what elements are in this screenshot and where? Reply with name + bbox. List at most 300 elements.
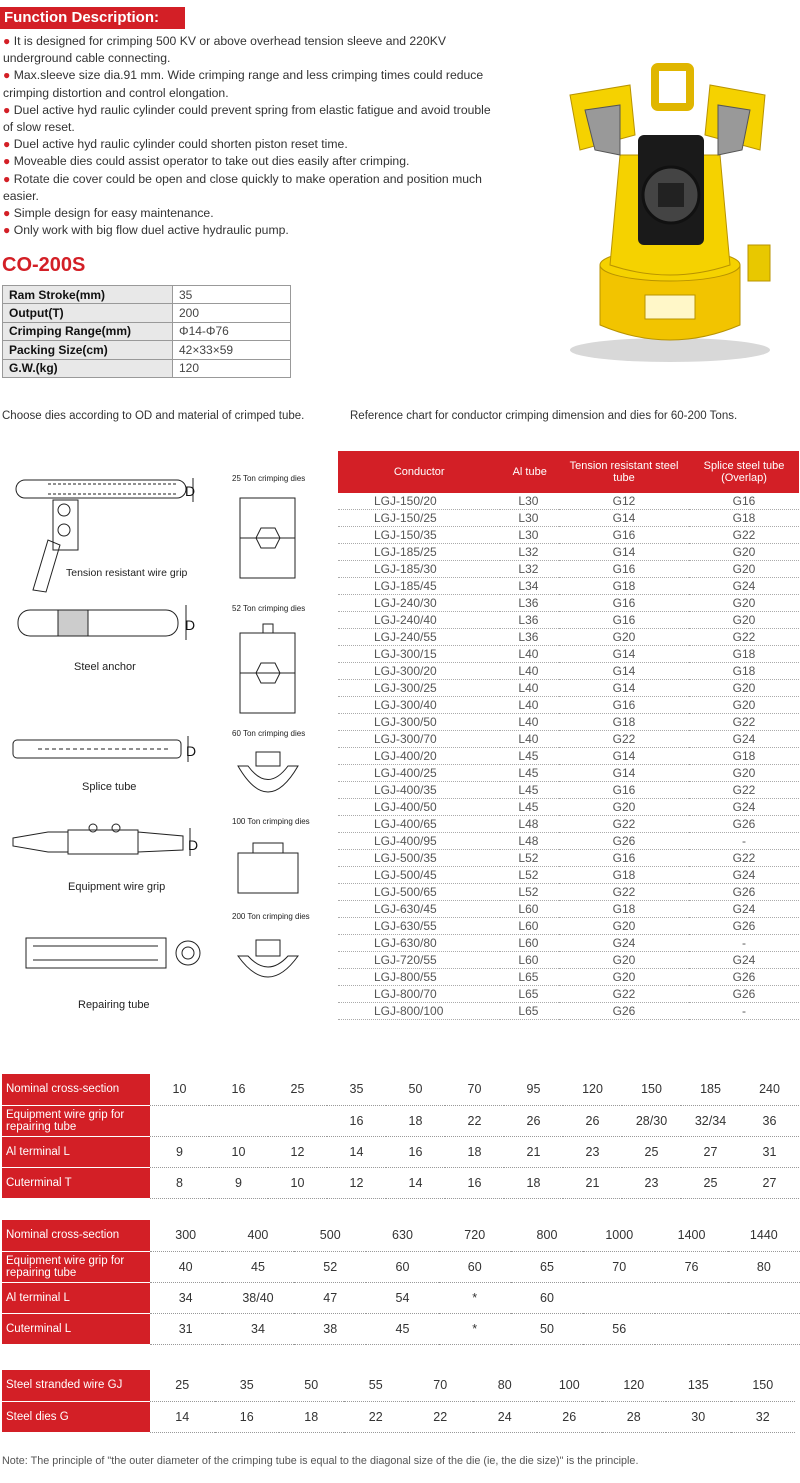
table-cell: 70: [408, 1370, 473, 1401]
table-cell: G14: [559, 646, 689, 663]
table-cell: 12: [268, 1136, 327, 1167]
table-cell: L52: [500, 867, 559, 884]
table-cell: LGJ-240/30: [338, 595, 500, 612]
table-row: [338, 612, 799, 629]
table-cell: 60: [366, 1251, 438, 1282]
table-cell: [655, 1313, 727, 1344]
table-cell: 400: [222, 1220, 294, 1251]
col-header: Splice steel tube (Overlap): [689, 451, 799, 493]
table-cell: G16: [559, 527, 689, 544]
table-cell: LGJ-500/45: [338, 867, 500, 884]
table-cell: G18: [689, 510, 799, 527]
table-cell: G26: [689, 884, 799, 901]
table-row: [338, 629, 799, 646]
table-cell: 14: [386, 1167, 445, 1198]
table-cell: G18: [559, 901, 689, 918]
table-cell: 45: [366, 1313, 438, 1344]
table-cell: 120: [602, 1370, 667, 1401]
label-steel-anchor: Steel anchor: [74, 661, 136, 673]
table-row: [338, 663, 799, 680]
row-header: Al terminal L: [2, 1282, 150, 1313]
table-cell: G24: [689, 867, 799, 884]
table-cell: 150: [622, 1074, 681, 1105]
table-cell: G20: [689, 612, 799, 629]
table-cell: LGJ-400/20: [338, 748, 500, 765]
table-cell: 70: [583, 1251, 655, 1282]
table-cell: 60: [439, 1251, 511, 1282]
table-cell: 22: [344, 1401, 409, 1432]
table-cell: 23: [563, 1136, 622, 1167]
table-cell: 1440: [728, 1220, 800, 1251]
table-cell: 35: [327, 1074, 386, 1105]
spec-key: G.W.(kg): [3, 359, 173, 377]
list-item: ● Duel active hyd raulic cylinder could prevent spring from elastic fatigue and avoid trouble of slow reset.: [3, 102, 491, 135]
table-row: [3, 304, 291, 322]
table-cell: G12: [559, 493, 689, 510]
row-header: Al terminal L: [2, 1136, 150, 1167]
table-cell: 32/34: [681, 1105, 740, 1136]
table-cell: LGJ-300/40: [338, 697, 500, 714]
table-cell: L34: [500, 578, 559, 595]
table-cell: L52: [500, 884, 559, 901]
table-row: [2, 1251, 800, 1282]
table-cell: 40: [150, 1251, 222, 1282]
table-cell: LGJ-400/65: [338, 816, 500, 833]
table-row: [338, 935, 799, 952]
table-cell: 35: [215, 1370, 280, 1401]
table-row: [2, 1282, 800, 1313]
die-label-52: 52 Ton crimping dies: [232, 604, 306, 613]
table-cell: LGJ-150/35: [338, 527, 500, 544]
table-cell: G14: [559, 765, 689, 782]
steel-wire-table: [2, 1370, 795, 1433]
table-cell: G20: [689, 765, 799, 782]
table-cell: *: [439, 1313, 511, 1344]
table-cell: 22: [445, 1105, 504, 1136]
table-cell: L48: [500, 816, 559, 833]
table-cell: 28/30: [622, 1105, 681, 1136]
table-cell: *: [439, 1282, 511, 1313]
table-row: [2, 1220, 800, 1251]
table-cell: 52: [294, 1251, 366, 1282]
table-cell: G20: [559, 952, 689, 969]
table-cell: 56: [583, 1313, 655, 1344]
table-row: [338, 544, 799, 561]
die-label-200: 200 Ton crimping dies: [232, 912, 310, 921]
table-cell: 16: [386, 1136, 445, 1167]
table-cell: G24: [689, 901, 799, 918]
table-row: [2, 1313, 800, 1344]
table-cell: G20: [689, 544, 799, 561]
table-cell: 150: [731, 1370, 796, 1401]
table-cell: G16: [559, 850, 689, 867]
row-header: Cuterminal T: [2, 1167, 150, 1198]
table-cell: G20: [559, 629, 689, 646]
table-cell: G18: [689, 646, 799, 663]
table-cell: G18: [689, 748, 799, 765]
table-row: [338, 918, 799, 935]
table-cell: 31: [740, 1136, 799, 1167]
table-row: [338, 867, 799, 884]
table-cell: 21: [504, 1136, 563, 1167]
table-cell: L30: [500, 510, 559, 527]
table-cell: G14: [559, 544, 689, 561]
table-cell: LGJ-185/25: [338, 544, 500, 561]
list-item: ● Simple design for easy maintenance.: [3, 206, 214, 221]
table-cell: LGJ-185/30: [338, 561, 500, 578]
table-cell: G18: [559, 714, 689, 731]
table-cell: LGJ-300/20: [338, 663, 500, 680]
label-splice-tube: Splice tube: [82, 781, 137, 793]
table-cell: 25: [681, 1167, 740, 1198]
table-cell: LGJ-240/40: [338, 612, 500, 629]
product-image: [550, 55, 785, 365]
table-cell: LGJ-630/80: [338, 935, 500, 952]
table-cell: G22: [689, 629, 799, 646]
table-cell: 8: [150, 1167, 209, 1198]
svg-text:D: D: [185, 617, 196, 633]
table-cell: 95: [504, 1074, 563, 1105]
table-cell: G14: [559, 680, 689, 697]
cross-section-table-2: [2, 1220, 800, 1345]
table-cell: LGJ-150/20: [338, 493, 500, 510]
table-cell: L65: [500, 969, 559, 986]
table-cell: G18: [559, 867, 689, 884]
table-row: [2, 1370, 795, 1401]
table-cell: 32: [731, 1401, 796, 1432]
table-cell: 630: [366, 1220, 438, 1251]
table-cell: G24: [559, 935, 689, 952]
table-cell: 10: [268, 1167, 327, 1198]
table-cell: L40: [500, 663, 559, 680]
table-cell: G20: [689, 561, 799, 578]
table-cell: 720: [439, 1220, 511, 1251]
row-header: Steel dies G: [2, 1401, 150, 1432]
table-cell: 135: [666, 1370, 731, 1401]
table-row: [338, 799, 799, 816]
table-cell: G22: [689, 850, 799, 867]
caption-left: Choose dies according to OD and material of crimped tube.: [2, 410, 305, 422]
table-cell: [655, 1282, 727, 1313]
table-cell: 16: [215, 1401, 280, 1432]
conductor-table: [338, 451, 799, 1020]
table-cell: 120: [563, 1074, 622, 1105]
spec-key: Ram Stroke(mm): [3, 286, 173, 304]
table-cell: G16: [559, 697, 689, 714]
table-cell: 34: [222, 1313, 294, 1344]
table-cell: [728, 1282, 800, 1313]
table-cell: G16: [559, 595, 689, 612]
table-cell: 18: [504, 1167, 563, 1198]
table-row: [338, 952, 799, 969]
die-label-25: 25 Ton crimping dies: [232, 474, 306, 483]
table-cell: LGJ-800/100: [338, 1003, 500, 1020]
table-cell: 80: [728, 1251, 800, 1282]
table-cell: 23: [622, 1167, 681, 1198]
table-cell: 50: [386, 1074, 445, 1105]
list-item: ● Duel active hyd raulic cylinder could shorten piston reset time.: [3, 137, 348, 152]
table-cell: G16: [559, 612, 689, 629]
table-cell: 38/40: [222, 1282, 294, 1313]
spec-key: Packing Size(cm): [3, 341, 173, 359]
table-row: [3, 286, 291, 304]
table-cell: G22: [559, 816, 689, 833]
table-cell: LGJ-500/65: [338, 884, 500, 901]
table-cell: 25: [150, 1370, 215, 1401]
table-row: [2, 1167, 799, 1198]
dies-diagram: [228, 488, 323, 1013]
table-cell: 800: [511, 1220, 583, 1251]
svg-text:D: D: [186, 743, 197, 759]
table-row: [338, 595, 799, 612]
table-row: [338, 782, 799, 799]
table-cell: 9: [150, 1136, 209, 1167]
table-cell: 76: [655, 1251, 727, 1282]
table-row: [338, 510, 799, 527]
table-cell: G20: [689, 595, 799, 612]
table-row: [338, 901, 799, 918]
table-cell: LGJ-400/25: [338, 765, 500, 782]
table-row: [338, 646, 799, 663]
table-cell: L36: [500, 595, 559, 612]
table-cell: L45: [500, 765, 559, 782]
table-cell: 16: [445, 1167, 504, 1198]
table-row: [338, 969, 799, 986]
table-cell: LGJ-630/45: [338, 901, 500, 918]
table-row: [338, 697, 799, 714]
table-cell: LGJ-500/35: [338, 850, 500, 867]
table-cell: -: [689, 1003, 799, 1020]
table-cell: G16: [559, 561, 689, 578]
table-cell: 18: [279, 1401, 344, 1432]
table-cell: 100: [537, 1370, 602, 1401]
table-cell: G14: [559, 510, 689, 527]
table-cell: G26: [689, 918, 799, 935]
table-cell: G26: [689, 986, 799, 1003]
table-row: [2, 1105, 799, 1136]
table-cell: 27: [681, 1136, 740, 1167]
table-cell: G24: [689, 952, 799, 969]
row-header: Cuterminal L: [2, 1313, 150, 1344]
table-cell: 27: [740, 1167, 799, 1198]
cross-section-table-1: [2, 1074, 799, 1199]
table-cell: L60: [500, 918, 559, 935]
table-cell: 18: [386, 1105, 445, 1136]
table-cell: L60: [500, 952, 559, 969]
table-cell: 21: [563, 1167, 622, 1198]
table-cell: LGJ-720/55: [338, 952, 500, 969]
table-cell: LGJ-150/25: [338, 510, 500, 527]
table-cell: 34: [150, 1282, 222, 1313]
table-cell: LGJ-400/50: [338, 799, 500, 816]
col-header: Tension resistant steel tube: [559, 451, 689, 493]
row-header: Equipment wire grip for repairing tube: [2, 1105, 150, 1136]
table-cell: L45: [500, 799, 559, 816]
table-cell: G14: [559, 663, 689, 680]
list-item: ● It is designed for crimping 500 KV or above overhead tension sleeve and 220KV underground cable connecting.: [3, 34, 447, 66]
table-cell: 22: [408, 1401, 473, 1432]
table-cell: G26: [689, 969, 799, 986]
spec-key: Output(T): [3, 304, 173, 322]
table-cell: L52: [500, 850, 559, 867]
list-item: ● Rotate die cover could be open and close quickly to make operation and position much easier.: [3, 171, 482, 203]
table-row: [2, 1074, 799, 1105]
table-cell: L40: [500, 731, 559, 748]
table-cell: G22: [559, 884, 689, 901]
fittings-diagram: [8, 460, 208, 1030]
table-cell: G20: [689, 680, 799, 697]
table-cell: G20: [559, 918, 689, 935]
function-description-title: Function Description:: [0, 7, 185, 29]
function-description-list: [3, 33, 503, 239]
table-cell: [728, 1313, 800, 1344]
table-cell: G22: [689, 714, 799, 731]
table-cell: LGJ-300/25: [338, 680, 500, 697]
table-cell: L48: [500, 833, 559, 850]
table-cell: 45: [222, 1251, 294, 1282]
table-cell: -: [689, 833, 799, 850]
table-cell: [583, 1282, 655, 1313]
table-cell: 50: [279, 1370, 344, 1401]
table-cell: G16: [689, 493, 799, 510]
table-cell: G24: [689, 799, 799, 816]
table-row: [338, 493, 799, 510]
table-cell: G18: [559, 578, 689, 595]
col-header: Conductor: [338, 451, 500, 493]
table-cell: G16: [559, 782, 689, 799]
table-cell: L65: [500, 1003, 559, 1020]
table-row: [338, 1003, 799, 1020]
spec-value: 35: [173, 286, 291, 304]
row-header: Equipment wire grip for repairing tube: [2, 1251, 150, 1282]
table-cell: G20: [559, 799, 689, 816]
spec-key: Crimping Range(mm): [3, 322, 173, 340]
table-cell: [268, 1105, 327, 1136]
table-cell: L40: [500, 697, 559, 714]
table-cell: 14: [327, 1136, 386, 1167]
table-cell: 16: [209, 1074, 268, 1105]
table-row: [338, 884, 799, 901]
table-cell: LGJ-800/70: [338, 986, 500, 1003]
table-cell: G18: [689, 663, 799, 680]
table-cell: L60: [500, 901, 559, 918]
spec-value: 42×33×59: [173, 341, 291, 359]
table-cell: G26: [559, 1003, 689, 1020]
table-cell: LGJ-400/35: [338, 782, 500, 799]
table-row: [3, 359, 291, 377]
label-repairing-tube: Repairing tube: [78, 999, 150, 1011]
table-cell: [209, 1105, 268, 1136]
table-row: [338, 765, 799, 782]
table-cell: 24: [473, 1401, 538, 1432]
table-cell: 1400: [655, 1220, 727, 1251]
table-cell: 55: [344, 1370, 409, 1401]
table-row: [338, 680, 799, 697]
list-item: ● Max.sleeve size dia.91 mm. Wide crimping range and less crimping times could reduce crimping distortion and control elongation.: [3, 68, 484, 100]
label-equipment-grip: Equipment wire grip: [68, 881, 166, 893]
list-item: ● Only work with big flow duel active hydraulic pump.: [3, 223, 289, 238]
table-cell: G22: [689, 527, 799, 544]
die-label-100: 100 Ton crimping dies: [232, 817, 310, 826]
table-cell: -: [689, 935, 799, 952]
table-cell: 50: [511, 1313, 583, 1344]
table-cell: G26: [559, 833, 689, 850]
table-cell: G22: [689, 782, 799, 799]
table-cell: 1000: [583, 1220, 655, 1251]
table-cell: LGJ-240/55: [338, 629, 500, 646]
table-cell: 31: [150, 1313, 222, 1344]
caption-right: Reference chart for conductor crimping dimension and dies for 60-200 Tons.: [350, 410, 738, 422]
svg-text:D: D: [188, 837, 199, 853]
table-cell: G20: [559, 969, 689, 986]
spec-value: 120: [173, 359, 291, 377]
table-cell: L40: [500, 646, 559, 663]
list-item: ● Moveable dies could assist operator to take out dies easily after crimping.: [3, 154, 410, 169]
table-cell: LGJ-800/55: [338, 969, 500, 986]
row-header: Nominal cross-section: [2, 1220, 150, 1251]
table-cell: G22: [559, 731, 689, 748]
table-cell: G14: [559, 748, 689, 765]
table-cell: G24: [689, 731, 799, 748]
table-cell: L30: [500, 493, 559, 510]
table-cell: 26: [504, 1105, 563, 1136]
table-cell: 500: [294, 1220, 366, 1251]
spec-value: Φ14-Φ76: [173, 322, 291, 340]
table-cell: G22: [559, 986, 689, 1003]
table-cell: 9: [209, 1167, 268, 1198]
table-cell: 185: [681, 1074, 740, 1105]
table-cell: 18: [445, 1136, 504, 1167]
table-cell: 60: [511, 1282, 583, 1313]
table-cell: 47: [294, 1282, 366, 1313]
table-cell: 25: [268, 1074, 327, 1105]
die-label-60: 60 Ton crimping dies: [232, 729, 306, 738]
table-cell: 70: [445, 1074, 504, 1105]
table-cell: 80: [473, 1370, 538, 1401]
table-row: [338, 578, 799, 595]
table-row: [338, 986, 799, 1003]
table-cell: G24: [689, 578, 799, 595]
table-cell: L45: [500, 782, 559, 799]
spec-value: 200: [173, 304, 291, 322]
table-cell: L65: [500, 986, 559, 1003]
table-cell: 26: [563, 1105, 622, 1136]
table-cell: LGJ-300/70: [338, 731, 500, 748]
table-cell: G26: [689, 816, 799, 833]
table-cell: LGJ-185/45: [338, 578, 500, 595]
table-cell: L60: [500, 935, 559, 952]
table-cell: LGJ-300/15: [338, 646, 500, 663]
table-row: [338, 748, 799, 765]
table-cell: G20: [689, 697, 799, 714]
table-row: [338, 561, 799, 578]
model-title: CO-200S: [2, 254, 86, 276]
table-cell: L45: [500, 748, 559, 765]
table-cell: L32: [500, 561, 559, 578]
row-header: Steel stranded wire GJ: [2, 1370, 150, 1401]
table-row: [338, 714, 799, 731]
table-cell: [150, 1105, 209, 1136]
table-cell: LGJ-630/55: [338, 918, 500, 935]
table-row: [2, 1401, 795, 1432]
table-cell: L40: [500, 714, 559, 731]
table-cell: 54: [366, 1282, 438, 1313]
label-tension-grip: Tension resistant wire grip: [66, 567, 188, 579]
table-cell: 10: [150, 1074, 209, 1105]
table-cell: 65: [511, 1251, 583, 1282]
table-cell: LGJ-300/50: [338, 714, 500, 731]
table-cell: L36: [500, 629, 559, 646]
